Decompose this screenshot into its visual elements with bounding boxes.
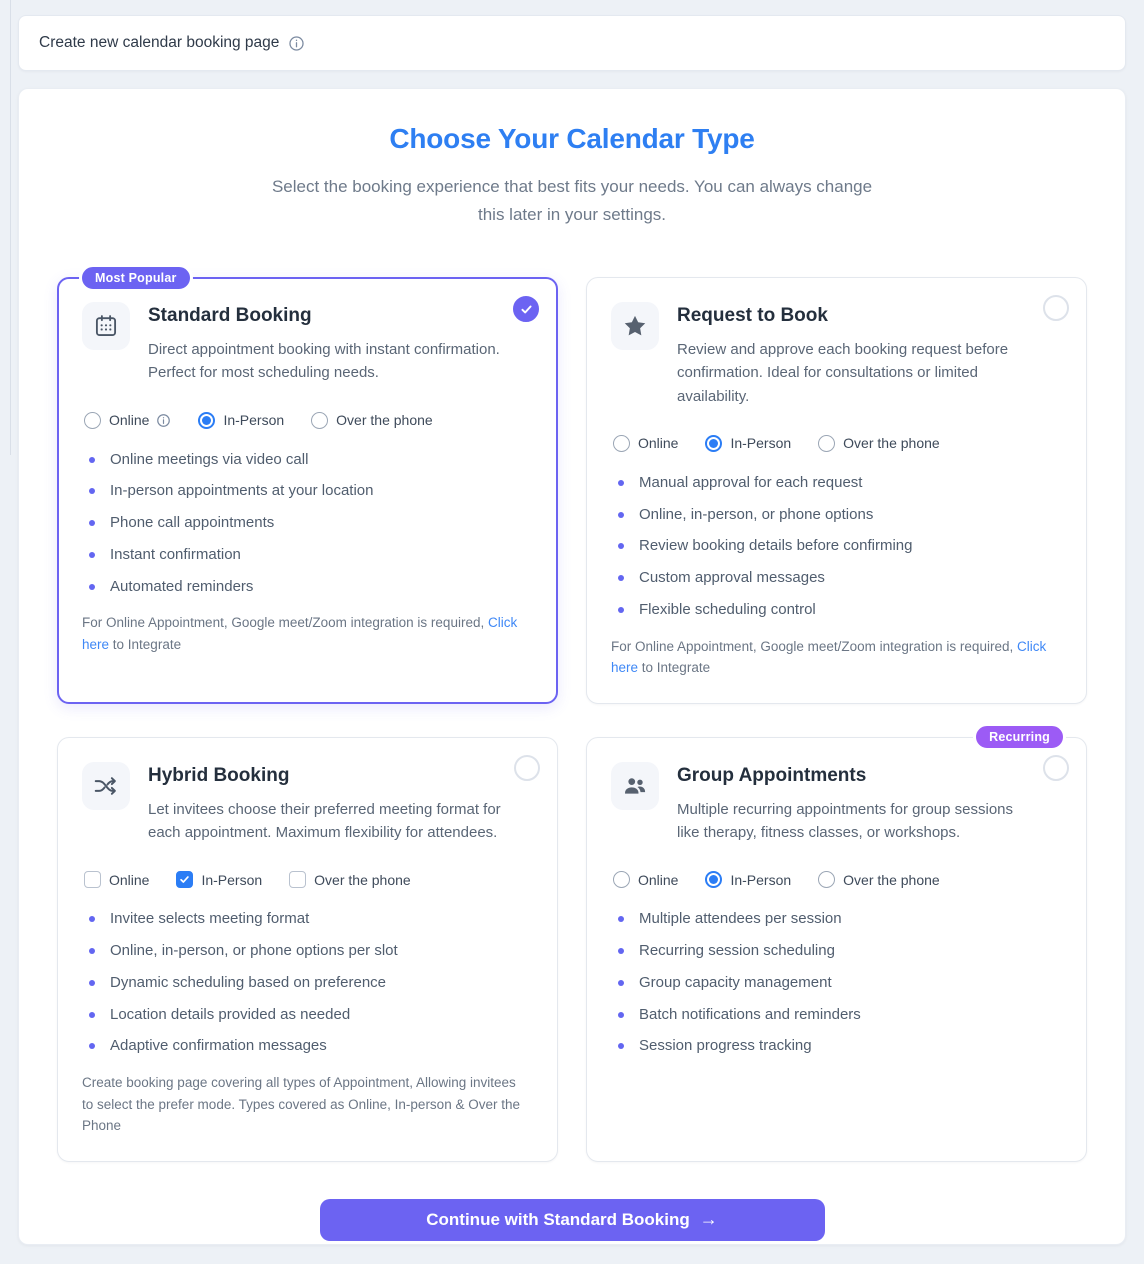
card-request-to-book[interactable]	[586, 277, 1087, 704]
bullet-dot	[89, 980, 95, 986]
option-over-the-phone[interactable]	[289, 871, 411, 888]
info-icon[interactable]	[156, 413, 171, 428]
option-over-the-phone[interactable]	[818, 435, 940, 452]
option-online[interactable]	[613, 435, 678, 452]
bullet-dot	[618, 916, 624, 922]
option-label: In-Person	[730, 435, 792, 452]
left-edge-divider	[10, 0, 11, 455]
feature-item	[618, 474, 1062, 493]
meeting-type-options	[84, 871, 533, 888]
option-label: Online	[109, 871, 150, 888]
feature-text: Location details provided as needed	[110, 1005, 351, 1023]
feature-item	[618, 569, 1062, 588]
option-in-person[interactable]	[198, 412, 284, 429]
feature-item	[618, 910, 1062, 929]
integration-note	[82, 612, 533, 655]
feature-text: Recurring session scheduling	[639, 942, 835, 960]
card-group-appointments[interactable]	[586, 729, 1087, 1162]
bullet-dot	[618, 980, 624, 986]
radio-control[interactable]	[84, 412, 101, 429]
calendar-icon	[82, 302, 130, 350]
bullet-dot	[89, 1043, 95, 1049]
most-popular-badge: Most Popular	[79, 264, 193, 292]
feature-item	[89, 974, 533, 993]
card-title: Hybrid Booking	[148, 764, 290, 786]
recurring-badge: Recurring	[973, 723, 1066, 751]
feature-item	[618, 974, 1062, 993]
feature-text: Instant confirmation	[110, 545, 241, 563]
feature-list	[611, 474, 1062, 620]
feature-item	[89, 910, 533, 929]
feature-item	[618, 506, 1062, 525]
feature-item	[618, 601, 1062, 620]
feature-item	[89, 578, 533, 597]
feature-text: Invitee selects meeting format	[110, 910, 310, 928]
feature-text: Automated reminders	[110, 577, 254, 595]
card-header-text	[148, 302, 533, 385]
section-title: Choose Your Calendar Type	[389, 123, 755, 154]
users-icon	[611, 762, 659, 810]
bullet-dot	[618, 512, 624, 518]
bullet-dot	[618, 607, 624, 613]
feature-item	[89, 942, 533, 961]
option-label: Online	[638, 435, 679, 452]
feature-item	[89, 514, 533, 533]
card-description: Let invitees choose their preferred meeting format for each appointment. Maximum flexibility for attendees.	[148, 800, 501, 842]
section-subtitle: Select the booking experience that best fits your needs. You can always change this later in your settings.	[271, 177, 873, 225]
feature-text: Review booking details before confirming	[639, 537, 913, 555]
feature-text: Batch notifications and reminders	[639, 1005, 861, 1023]
continue-button-label: Continue with Standard Booking	[426, 1209, 690, 1229]
checkbox-control[interactable]	[289, 871, 306, 888]
star-icon	[611, 302, 659, 350]
feature-item	[89, 1006, 533, 1025]
note-text: For Online Appointment, Google meet/Zoom integration is required,	[82, 615, 488, 631]
continue-button[interactable]	[320, 1199, 825, 1241]
card-title: Request to Book	[677, 305, 828, 327]
bullet-dot	[89, 948, 95, 954]
card-header	[611, 302, 1062, 408]
bullet-dot	[89, 584, 95, 590]
card-select-circle[interactable]	[514, 755, 540, 781]
card-title: Group Appointments	[677, 764, 867, 786]
option-label: Over the phone	[843, 871, 940, 888]
option-label: Over the phone	[843, 435, 940, 452]
card-standard-booking[interactable]	[57, 271, 558, 704]
option-over-the-phone[interactable]	[311, 412, 433, 429]
integration-note	[611, 636, 1062, 679]
feature-item	[618, 1037, 1062, 1056]
option-online[interactable]	[613, 871, 678, 888]
card-header	[82, 762, 533, 845]
feature-item	[89, 1037, 533, 1056]
card-header-text	[677, 302, 1062, 408]
option-label: Over the phone	[314, 871, 411, 888]
feature-text: Online, in-person, or phone options	[639, 505, 874, 523]
feature-text: Adaptive confirmation messages	[110, 1037, 327, 1055]
feature-list	[611, 910, 1062, 1056]
bullet-dot	[618, 948, 624, 954]
card-hybrid-booking[interactable]	[57, 737, 558, 1162]
card-select-circle[interactable]	[1043, 295, 1069, 321]
bullet-dot	[89, 488, 95, 494]
feature-item	[618, 942, 1062, 961]
feature-text: Flexible scheduling control	[639, 600, 816, 618]
feature-item	[89, 482, 533, 501]
card-selected-check-icon[interactable]	[513, 296, 539, 322]
info-icon[interactable]	[288, 35, 305, 52]
bullet-dot	[618, 543, 624, 549]
card-header-text	[677, 762, 1062, 845]
hybrid-note: Create booking page covering all types of Appointment, Allowing invitees to select the prefer mode. Types covered as Online, In-person & Over the Phone	[82, 1075, 520, 1134]
option-label: Over the phone	[336, 412, 433, 429]
card-header	[82, 302, 533, 385]
radio-control[interactable]	[705, 871, 722, 888]
note-text: to Integrate	[109, 636, 182, 652]
radio-control[interactable]	[613, 871, 630, 888]
feature-text: Session progress tracking	[639, 1037, 812, 1055]
radio-control[interactable]	[613, 435, 630, 452]
feature-item	[89, 546, 533, 565]
radio-control[interactable]	[311, 412, 328, 429]
feature-text: Dynamic scheduling based on preference	[110, 973, 386, 991]
feature-text: Online meetings via video call	[110, 450, 309, 468]
note-text: to Integrate	[638, 660, 711, 676]
card-description: Multiple recurring appointments for group sessions like therapy, fitness classes, or workshops.	[677, 800, 1013, 842]
arrow-right-icon: →	[699, 1209, 718, 1230]
feature-item	[618, 537, 1062, 556]
feature-text: Manual approval for each request	[639, 473, 863, 491]
checkbox-control[interactable]	[84, 871, 101, 888]
option-label: In-Person	[223, 412, 285, 429]
meeting-type-options	[84, 412, 533, 429]
click-here-link[interactable]: Click here	[611, 638, 1047, 676]
calendar-type-cards	[57, 271, 1087, 1162]
option-in-person[interactable]	[176, 871, 262, 888]
card-title: Standard Booking	[148, 305, 312, 327]
radio-control[interactable]	[818, 871, 835, 888]
page-header-bar	[18, 15, 1126, 71]
page-title: Create new calendar booking page	[39, 34, 280, 51]
bullet-dot	[89, 1012, 95, 1018]
radio-control[interactable]	[198, 412, 215, 429]
feature-list	[82, 910, 533, 1056]
bullet-dot	[89, 916, 95, 922]
card-description: Direct appointment booking with instant confirmation. Perfect for most scheduling needs.	[148, 341, 500, 382]
option-online[interactable]	[84, 871, 149, 888]
radio-control[interactable]	[818, 435, 835, 452]
meeting-type-options	[613, 435, 1062, 452]
option-label: Online	[109, 412, 150, 429]
feature-item	[89, 451, 533, 470]
option-in-person[interactable]	[705, 435, 791, 452]
option-online[interactable]	[84, 412, 171, 429]
feature-text: Group capacity management	[639, 973, 832, 991]
feature-item	[618, 1006, 1062, 1025]
checkbox-control[interactable]	[176, 871, 193, 888]
feature-list	[82, 451, 533, 597]
radio-control[interactable]	[705, 435, 722, 452]
feature-text: Phone call appointments	[110, 514, 275, 532]
option-over-the-phone[interactable]	[818, 871, 940, 888]
bullet-dot	[89, 552, 95, 558]
bullet-dot	[618, 1043, 624, 1049]
option-label: Online	[638, 871, 679, 888]
card-header	[611, 762, 1062, 845]
shuffle-icon	[82, 762, 130, 810]
bullet-dot	[89, 520, 95, 526]
card-description: Review and approve each booking request before confirmation. Ideal for consultations or limited availability.	[677, 341, 1009, 405]
feature-text: Online, in-person, or phone options per slot	[110, 942, 398, 960]
feature-text: In-person appointments at your location	[110, 482, 374, 500]
card-header-text	[148, 762, 533, 845]
option-in-person[interactable]	[705, 871, 791, 888]
bullet-dot	[618, 1012, 624, 1018]
option-label: In-Person	[201, 871, 263, 888]
click-here-link[interactable]: Click here	[82, 615, 518, 652]
meeting-type-options	[613, 871, 1062, 888]
feature-text: Custom approval messages	[639, 569, 825, 587]
bullet-dot	[89, 457, 95, 463]
card-select-circle[interactable]	[1043, 755, 1069, 781]
choose-calendar-type-panel	[18, 88, 1126, 1245]
bullet-dot	[618, 480, 624, 486]
option-label: In-Person	[730, 871, 792, 888]
note-text: For Online Appointment, Google meet/Zoom integration is required,	[611, 638, 1017, 654]
bullet-dot	[618, 575, 624, 581]
feature-text: Multiple attendees per session	[639, 910, 842, 928]
